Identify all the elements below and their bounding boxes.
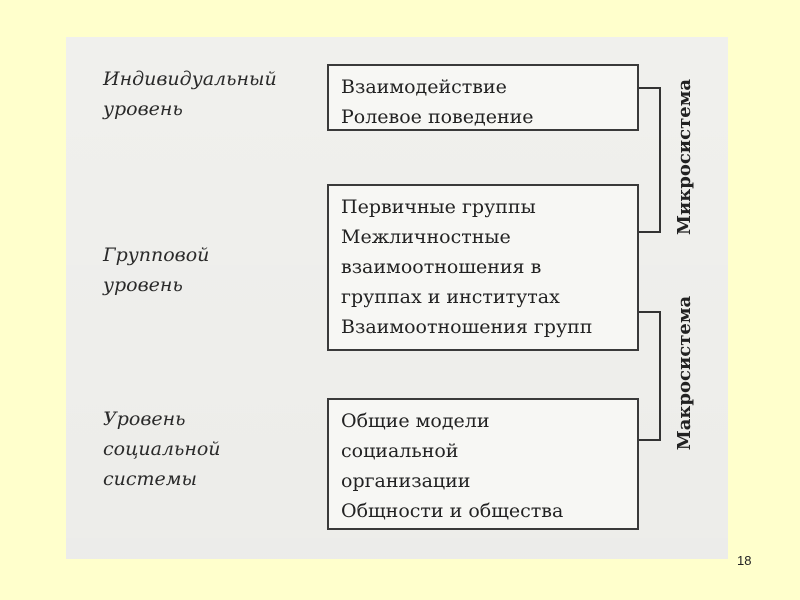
- level-label-line: социальной: [103, 438, 221, 460]
- box-line: Общности и общества: [341, 500, 564, 522]
- level-label-line: Уровень: [103, 408, 186, 430]
- box-line: Взаимоотношения групп: [341, 316, 593, 338]
- level-label-line: уровень: [103, 274, 183, 296]
- level-label-line: системы: [103, 468, 198, 490]
- level-label-line: уровень: [103, 98, 183, 120]
- macro-system-label: Макросистема: [674, 295, 695, 451]
- box-group: [327, 184, 639, 351]
- box-line: группах и институтах: [341, 286, 560, 308]
- box-line: взаимоотношения в: [341, 256, 542, 278]
- level-label-group: [103, 240, 209, 300]
- level-label-line: Индивидуальный: [103, 68, 277, 90]
- box-social: [327, 398, 639, 530]
- micro-system-label: Микросистема: [674, 78, 695, 236]
- box-line: Межличностные: [341, 226, 511, 248]
- level-label-individual: [103, 64, 277, 124]
- box-line: Ролевое поведение: [341, 106, 534, 128]
- level-label-line: Групповой: [103, 244, 210, 266]
- box-line: Первичные группы: [341, 196, 536, 218]
- level-label-social: [103, 404, 221, 494]
- box-line: Взаимодействие: [341, 76, 507, 98]
- box-line: организации: [341, 470, 471, 492]
- box-line: социальной: [341, 440, 459, 462]
- box-line: Общие модели: [341, 410, 490, 432]
- box-individual: [327, 64, 639, 131]
- page-number: 18: [737, 553, 752, 568]
